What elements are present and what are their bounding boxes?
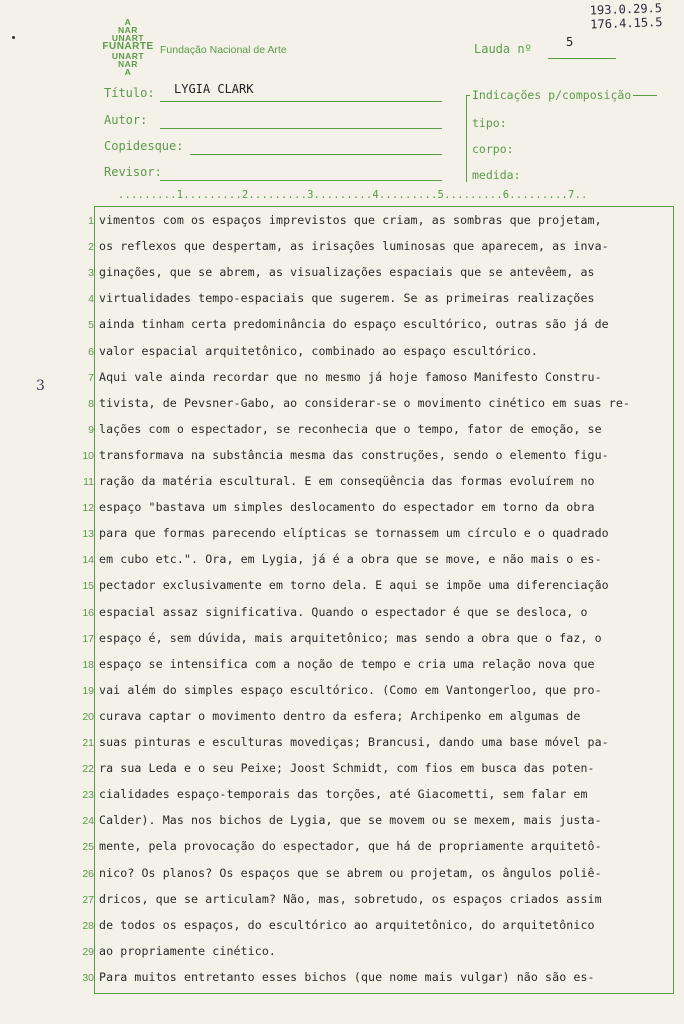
line-number: 9 <box>88 424 94 436</box>
line-number: 10 <box>82 450 94 462</box>
archive-number-2: 176.4.15.5 <box>590 14 663 32</box>
field-label-titulo: Título: <box>104 86 155 100</box>
field-value-titulo: LYGIA CLARK <box>174 82 254 96</box>
line-number: 30 <box>82 972 94 984</box>
indication-tipo: tipo: <box>472 116 507 130</box>
text-line: transformava na substância mesma das construções, sendo o elemento figu- <box>99 448 609 462</box>
text-line: em cubo etc.". Ora, em Lygia, já é a obra que se move, e não mais o es- <box>99 552 602 566</box>
line-number: 23 <box>82 789 94 801</box>
field-line-titulo <box>160 101 442 102</box>
funarte-logo <box>102 18 154 76</box>
line-number: 27 <box>82 894 94 906</box>
line-number: 2 <box>88 241 94 253</box>
line-number: 18 <box>82 659 94 671</box>
line-number: 25 <box>82 841 94 853</box>
line-number: 22 <box>82 763 94 775</box>
line-number: 16 <box>82 607 94 619</box>
text-line: nico? Os planos? Os espaços que se abrem ou projetam, os ângulos poliê- <box>99 866 602 880</box>
line-number: 8 <box>88 398 94 410</box>
logo-line: NAR <box>118 25 138 35</box>
logo-line: NAR <box>118 59 138 69</box>
text-line: vimentos com os espaços imprevistos que criam, as sombras que projetam, <box>99 213 602 227</box>
line-number: 26 <box>82 868 94 880</box>
text-line: tivista, de Pevsner-Gabo, ao considerar-se o movimento cinético em suas re- <box>99 396 631 410</box>
text-line: espaço se intensifica com a noção de tempo e cria uma relação nova que <box>99 657 595 671</box>
logo-line: A <box>124 17 132 27</box>
text-line: ginações, que se abrem, as visualizações espaciais que se antevêem, as <box>99 265 595 279</box>
text-line: valor espacial arquitetônico, combinado ao espaço escultórico. <box>99 344 538 358</box>
text-line: Calder). Mas nos bichos de Lygia, que se movem ou se mexem, mais justa- <box>99 813 602 827</box>
logo-line: FUNARTE <box>102 41 154 52</box>
line-number: 4 <box>88 293 94 305</box>
line-number: 21 <box>82 737 94 749</box>
lauda-underline <box>548 58 616 59</box>
line-number: 12 <box>82 502 94 514</box>
line-number: 19 <box>82 685 94 697</box>
line-number: 5 <box>88 319 94 331</box>
text-line: curava captar o movimento dentro da esfera; Archipenko em algumas de <box>99 709 581 723</box>
line-number: 6 <box>88 346 94 358</box>
line-number: 20 <box>82 711 94 723</box>
text-line: para que formas parecendo elípticas se tornassem um círculo e o quadrado <box>99 526 609 540</box>
line-number: 14 <box>82 554 94 566</box>
field-line-revisor <box>160 180 442 181</box>
text-line: espacial assaz significativa. Quando o espectador é que se desloca, o <box>99 605 588 619</box>
text-line: pectador exclusivamente em torno dela. E aqui se impõe uma diferenciação <box>99 578 609 592</box>
indication-medida: medida: <box>472 168 521 182</box>
logo-line: UNART <box>111 51 145 61</box>
lauda-label: Lauda nº <box>474 42 532 56</box>
logo-line: UNART <box>111 33 145 43</box>
text-line: suas pinturas e esculturas movediças; Brancusi, dando uma base móvel pa- <box>99 735 609 749</box>
line-number: 29 <box>82 946 94 958</box>
logo-line: A <box>124 67 132 77</box>
line-number: 11 <box>83 476 94 488</box>
column-ruler: .........1.........2.........3.........4.........5.........6.........7.. <box>118 189 588 201</box>
field-label-revisor: Revisor: <box>104 165 162 179</box>
indications-title: Indicações p/composição <box>472 88 632 102</box>
text-line: virtualidades tempo-espaciais que sugerem. Se as primeiras realizações <box>99 291 595 305</box>
text-line: espaço é, sem dúvida, mais arquitetônico; mas sendo a obra que o faz, o <box>99 631 602 645</box>
text-line: lações com o espectador, se reconhecia que o tempo, fator de emoção, se <box>99 422 602 436</box>
line-number: 3 <box>88 267 94 279</box>
text-line: ao propriamente cinético. <box>99 944 277 958</box>
text-line: mente, pela provocação do espectador, que há de propriamente arquitetô- <box>99 839 602 853</box>
margin-dot <box>12 36 15 39</box>
line-number: 15 <box>82 580 94 592</box>
field-line-copidesque <box>190 154 442 155</box>
lauda-value: 5 <box>566 35 574 49</box>
line-number: 28 <box>82 920 94 932</box>
margin-annotation: 3 <box>36 378 45 394</box>
field-line-autor <box>160 128 442 129</box>
line-number: 7 <box>88 372 94 384</box>
text-line: ra sua Leda e o seu Peixe; Joost Schmidt, com fios em busca das poten- <box>99 761 595 775</box>
text-line: ração da matéria escultural. E em conseqüência das formas evoluírem no <box>99 474 595 488</box>
archive-number-1: 193.0.29.5 <box>589 0 663 18</box>
line-number: 13 <box>82 528 94 540</box>
field-label-autor: Autor: <box>104 113 148 127</box>
line-number: 1 <box>88 215 94 227</box>
line-number: 24 <box>82 815 94 827</box>
line-number: 17 <box>82 633 94 645</box>
text-line: dricos, que se articulam? Não, mas, sobretudo, os espaços criados assim <box>99 892 602 906</box>
text-line: ainda tinham certa predominância do espaço escultórico, outras são já de <box>99 317 609 331</box>
text-line: de todos os espaços, do escultórico ao arquitetônico, do arquitetônico <box>99 918 595 932</box>
text-line: Para muitos entretanto esses bichos (que nome mais vulgar) não são es- <box>99 970 595 984</box>
field-label-copidesque: Copidesque: <box>104 139 184 153</box>
organization-name: Fundação Nacional de Arte <box>160 44 287 56</box>
text-line: vai além do simples espaço escultórico. (Como em Vantongerloo, que pro- <box>99 683 602 697</box>
text-line: Aqui vale ainda recordar que no mesmo já hoje famoso Manifesto Constru- <box>99 370 602 384</box>
text-line: cialidades espaço-temporais das torções, até Giacometti, sem falar em <box>99 787 588 801</box>
text-line: espaço "bastava um simples deslocamento do espectador em torno da obra <box>99 500 595 514</box>
archive-number <box>590 1 677 32</box>
indication-corpo: corpo: <box>472 142 514 156</box>
text-line: os reflexos que despertam, as irisações luminosas que aparecem, as inva- <box>99 239 609 253</box>
